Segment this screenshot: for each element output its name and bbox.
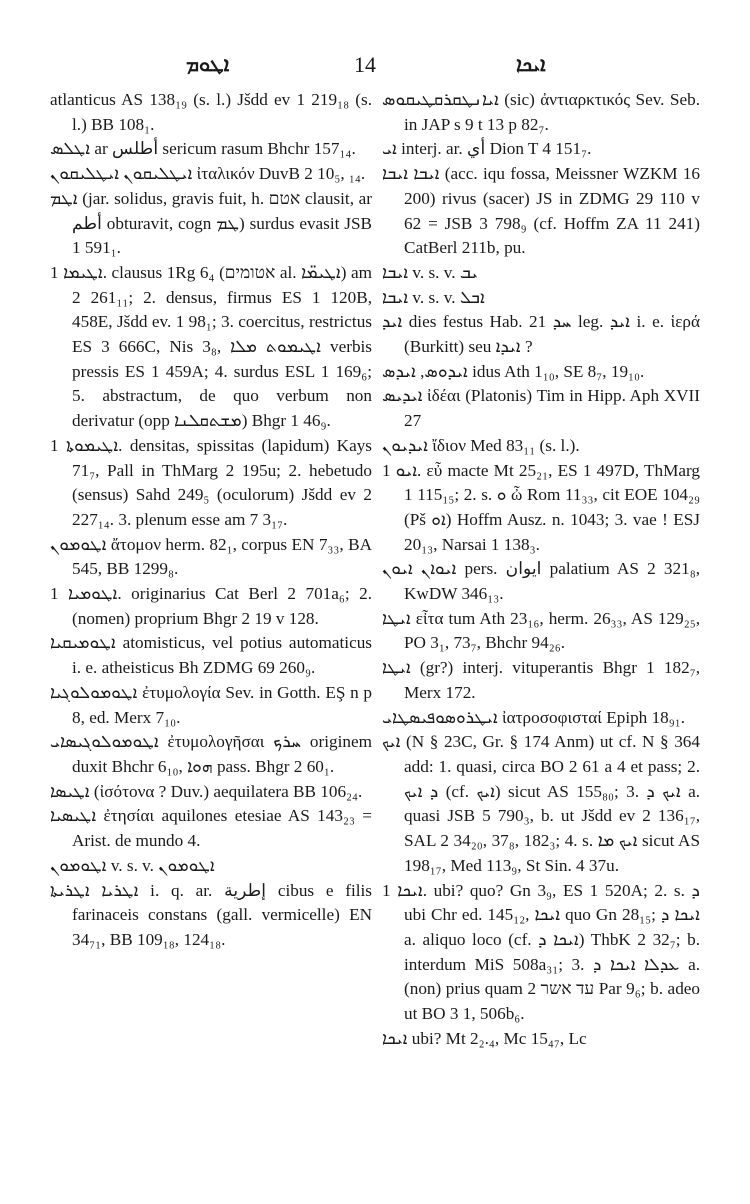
right-column — [382, 88, 700, 1051]
page-header — [0, 52, 750, 82]
dictionary-entry: ܐܛܘܡܝܐ 1. originarius Cat Berl 2 701a₆; 2. (nomen) proprium Bhgr 2 19 v 128. — [50, 584, 373, 628]
dictionary-entry: ܐܝܒܐ ܐܝܒܐ (acc. iqu fossa, Meissner WZKM 16 200) rivus (sacer) JS in ZDMG 29 110 v 62 = JSB 3 798₉ (cf. Hoffm ZA 11 241) CatBerl 211b, pu. — [382, 164, 701, 258]
dictionary-entry: ܐܝܒܐ v. s. v. ܐܒܠ — [382, 287, 485, 307]
dictionary-entry: ܐܛܘܡܘܢ v. s. v. ܐܛܘܡܘܢ — [50, 855, 215, 875]
dictionary-entry: ܐܛܝܣܝܐ ἐτησίαι aquilones etesiae AS 143₂₃ = Arist. de mundo 4. — [50, 806, 372, 851]
dictionary-entry: ܐܝܛܐ (gr?) interj. vituperantis Bhgr 1 182₇, Merx 172. — [382, 658, 700, 702]
dictionary-entry: ܐܝܕܝܣ ἰδέαι (Platonis) Tim in Hipp. Aph XVII 27 — [382, 386, 700, 431]
dictionary-entry: ܐܛܝܣܐ (ἰσότονα ? Duv.) aequilatera BB 106₂₄. — [50, 781, 363, 801]
dictionary-entry: ܐܝܛܠܝܩܘܢ ܐܝܛܠܝܩܘܢ ἰταλικόν DuvB 2 10₅, ₁₄. — [50, 164, 366, 184]
running-head-right: ܐܝܟܐ — [516, 52, 546, 76]
dictionary-entry: atlanticus AS 138₁₉ (s. l.) Jšdd ev 1 219₁₈ (s. l.) BB 108₁. — [50, 90, 372, 134]
dictionary-entry: ܐܝܒܐ v. s. v. ܝܒ — [382, 262, 478, 282]
dictionary-entry: ܐܝܘܐܢ ܐܝܘܢ pers. ايوان palatium AS 2 321₈, KwDW 346₁₃. — [382, 559, 701, 604]
dictionary-entry: ܐܝܕܝܘܢ ἴδιον Med 83₁₁ (s. l.). — [382, 435, 580, 455]
dictionary-entry: ܐܛܘܡܝܩܝܐ atomisticus, vel potius automaticus i. e. atheisticus Bh ZDMG 69 260₉. — [50, 633, 372, 678]
page-number: 14 — [354, 52, 376, 77]
dictionary-entry: ܐܝܛܐ εἶτα tum Ath 23₁₆, herm. 26₃₃, AS 129₂₅, PO 3₁, 73₇, Bhchr 94₂₆. — [382, 608, 700, 653]
dictionary-entry: ܐܛܠܣ ar أطلس sericum rasum Bhchr 157₁₄. — [50, 139, 356, 159]
dictionary-entry: ܐܝܕ dies festus Hab. ܚܕ 21 leg. ܐܝܕ i. e. ἱερά (Burkitt) seu ܐܝܕܐ ? — [382, 312, 701, 357]
dictionary-entry: ܐܛܪܝܐ ܐܛܪܝܬܐ i. q. ar. إطرية cibus e filis farinaceis constans (gall. vermicelle) EN 34₇₁, BB 109₁₈, 124₁₈. — [50, 880, 372, 949]
dictionary-entry: ܐܛܘܡܘܠܘܓܝܣܐܝ ἐτυμολογῆσαι ܚܪܟ originem duxit Bhchr 6₁₀, ܗܘܐ pass. Bhgr 2 60₁. — [50, 732, 372, 776]
dictionary-entry: ܐܝ interj. ar. أي Dion T 4 151₇. — [382, 139, 592, 159]
dictionary-entry: ܐܝܟܐ 1. ubi? quo? Gn 3₉, ES 1 520A; 2. s. ܕ ubi Chr ed. 145₁₂, ܐܝܟܐ quo Gn 28₁₅; ܐܝܟܐ ܕ a. aliquo loco (cf. ܐܝܟܐ ܕ) ThbK 2 32₇; b. interdum MiS 508a₃₁; 3. ܥܕܠܐ ܐܝܟܐ ܕ a. (non) prius quam עד אשר 2 Par 9₆; b. adeo ut BO 3 1, 506b₆. — [382, 880, 701, 1024]
dictionary-entry: ܐܝܛܪܘܣܘܦܝܣܛܐܝ ἰατροσοφισταί Epiph 18₉₁. — [382, 707, 686, 727]
dictionary-entry: ܐܛܝܡܐ 1. clausus 1Rg 6₄ (אטומים al. ܐܛܝܡ̈ܐ) am 2 261₁₁; 2. densus, firmus ES 1 120B, 458E, Jšdd ev. 1 98₁; 3. coercitus, restrictus ES 3 666C, Nis 3₈, ܐܛܝܡܘܬ ܡܠܐ verbis pressis ES 1 459A; 4. surdus ESL 1 169₆; 5. abstractum, de quo verbum non derivatur (opp ܡܫܬܩܠܢܐ) Bhgr 1 46₉. — [50, 262, 372, 431]
dictionary-entry: ܐܛܘܡܘܠܘܓܝܐ ἐτυμολογία Sev. in Gotth. EŞ n p 8, ed. Merx 7₁₀. — [50, 682, 372, 727]
dictionary-entry: ܐܛܝܡܘܬܐ 1. densitas, spissitas (lapidum) Kays 71₇, Pall in ThMarg 2 195u; 2. hebetudo (sensus) Sahd 249₅ (oculorum) Jšdd ev 2 227₁₄. 3. plenum esse am 7 3₁₇. — [50, 435, 373, 529]
dictionary-entry: ܐܝܕܘܣ, ܐܝܕܣ idus Ath 1₁₀, SE 8₇, 19₁₀. — [382, 361, 645, 381]
dictionary-entry: ܐܝܟܐ ubi? Mt 2₂.₄, Mc 15₄₇, Lc — [382, 1028, 587, 1048]
running-head-left: ܐܛܘܡ — [186, 52, 230, 76]
left-column — [50, 88, 372, 953]
dictionary-entry: ܐܛܡ (jar. solidus, gravis fuit, h. אטם clausit, ar أطم obturavit, cogn ܛܡ) surdus evasit JSB 1 591₁. — [50, 188, 372, 258]
dictionary-entry: ܐܛܘܡܘܢ ἄτομον herm. 82₁, corpus EN 7₃₃, BA 545, BB 1299₈. — [50, 534, 372, 579]
dictionary-entry: ܐܝܟ (N § 23C, Gr. § 174 Anm) ut cf. N § 364 add: 1. quasi, circa BO 2 61 a 4 et pass; 2. ܕ ܐܝܟ (cf. ܐܝܟ) sicut AS 155₈₀; 3. ܐܝܟ ܕ a. quasi JSB 5 790₃, b. ut Jšdd ev 2 136₁₇, SAL 2 34₂₀, 37₈, 182₃; 4. s. ܐܝܟ ܡܐ sicut AS 198₁₇, Med 113₉, St Sin. 4 37u. — [382, 732, 701, 875]
dictionary-entry: ܐܝܐܢܛܩܪܩܛܝܩܘܣ (sic) ἀντιαρκτικός Sev. Seb. in JAP s 9 t 13 p 82₇. — [382, 90, 700, 134]
dictionary-entry: ܐܝܘ 1. εὖ macte Mt 25₂₁, ES 1 497D, ThMarg 1 115₁₅; 2. s. ܘ ὦ Rom 11₃₃, cit EOE 104₂₉ (Pš ܐܘ) Hoffm Ausz. n. 1043; 3. vae ! ESJ 20₁₃, Narsai 1 138₃. — [382, 460, 700, 554]
